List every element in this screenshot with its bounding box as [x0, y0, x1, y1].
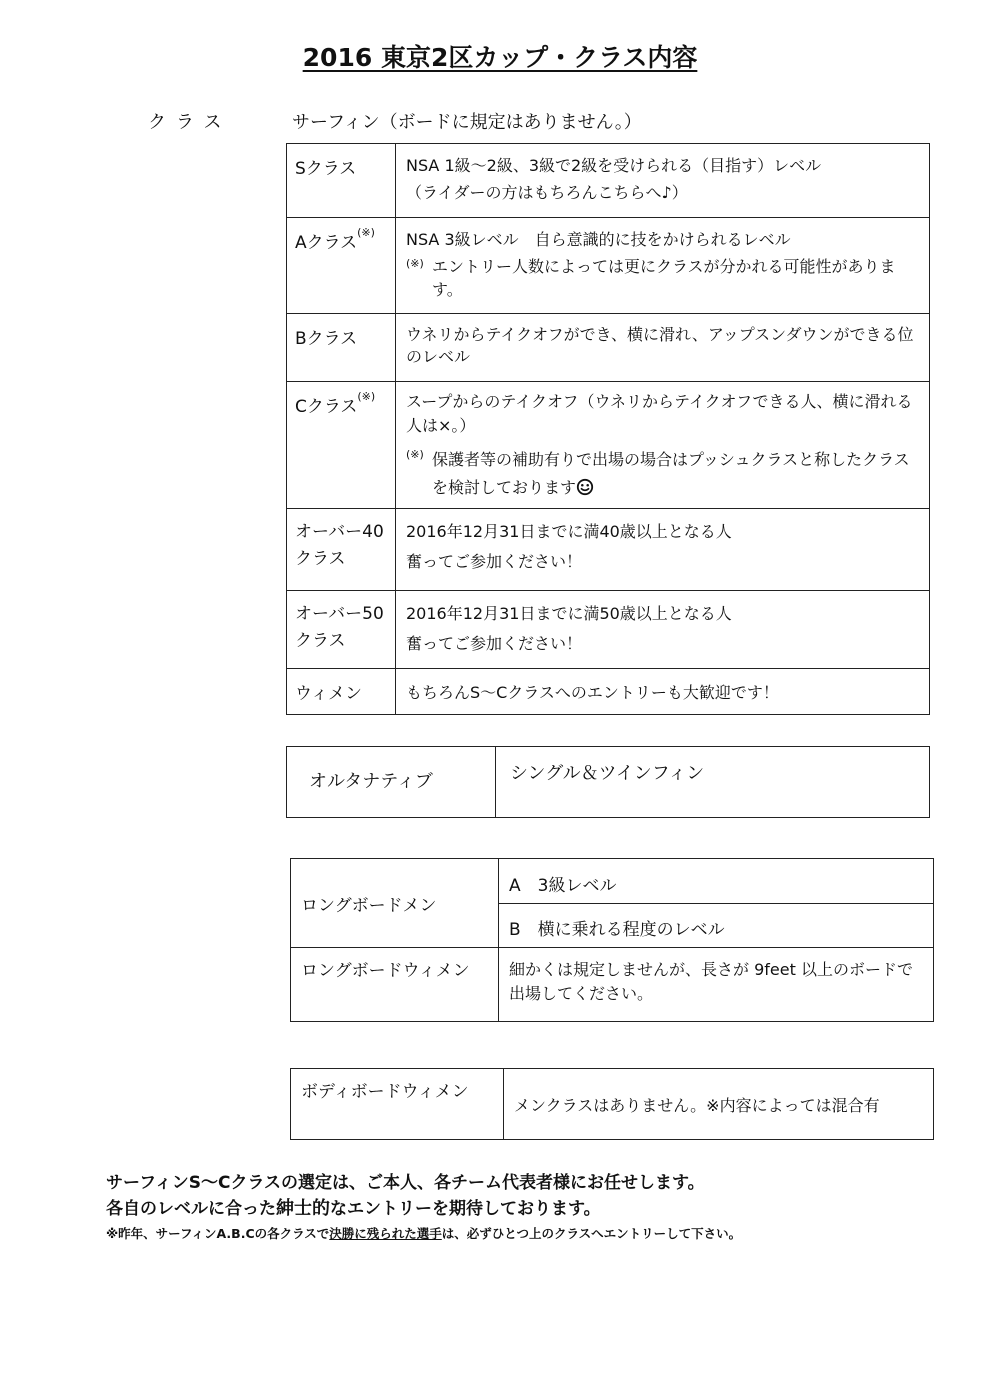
smiley-icon — [576, 478, 594, 496]
class-name: オーバー50クラス — [287, 591, 396, 669]
table-row — [287, 747, 930, 818]
class-desc: 2016年12月31日までに満50歳以上となる人 奮ってご参加ください！ — [396, 591, 930, 669]
class-desc: シングル＆ツインフィン — [496, 747, 930, 818]
page-title: 2016 東京2区カップ・クラス内容 — [302, 43, 698, 72]
table-row — [287, 314, 930, 382]
class-name: オーバー40クラス — [287, 509, 396, 591]
surfing-classes-table — [286, 143, 930, 715]
table-row — [287, 218, 930, 314]
table-row — [287, 669, 930, 715]
footnote: ※昨年、サーフィンA.B.Cの各クラスで決勝に残られた選手は、必ずひとつ上のクラスへエントリーして下さい。 — [106, 1226, 742, 1241]
table-row — [287, 509, 930, 591]
class-desc: B 横に乗れる程度のレベル — [499, 904, 934, 948]
longboard-table — [290, 858, 934, 1022]
table-row — [287, 591, 930, 669]
class-desc: 2016年12月31日までに満40歳以上となる人 奮ってご参加ください！ — [396, 509, 930, 591]
class-name: Sクラス — [287, 144, 396, 218]
class-name: ボディボードウィメン — [291, 1069, 504, 1140]
class-name: Cクラス(※) — [287, 382, 396, 509]
footer-line-2: 各自のレベルに合った紳士的なエントリーを期待しております。 — [106, 1198, 601, 1219]
class-desc: メンクラスはありません。※内容によっては混合有 — [504, 1069, 934, 1140]
class-name: Aクラス(※) — [287, 218, 396, 314]
class-desc: スープからのテイクオフ（ウネリからテイクオフできる人、横に滑れる人は×。） (※) 保護者等の補助有りで出場の場合はプッシュクラスと称したクラスを検討しております — [396, 382, 930, 509]
table-row — [291, 948, 934, 1022]
table-row — [291, 1069, 934, 1140]
class-desc: ウネリからテイクオフができ、横に滑れ、アップスンダウンができる位のレベル — [396, 314, 930, 382]
class-name: ロングボードウィメン — [291, 948, 499, 1022]
class-name: オルタナティブ — [287, 747, 496, 818]
class-label: クラス — [148, 112, 232, 133]
class-desc: NSA 3級レベル 自ら意識的に技をかけられるレベル (※) エントリー人数によっては更にクラスが分かれる可能性があります。 — [396, 218, 930, 314]
table-row — [291, 859, 934, 904]
class-desc: 細かくは規定しませんが、長さが 9feet 以上のボードで出場してください。 — [499, 948, 934, 1022]
footer-line-1: サーフィンS～Cクラスの選定は、ご本人、各チーム代表者様にお任せします。 — [106, 1173, 705, 1193]
class-name: Bクラス — [287, 314, 396, 382]
bodyboard-table — [290, 1068, 934, 1140]
class-desc: もちろんS～Cクラスへのエントリーも大歓迎です！ — [396, 669, 930, 715]
table-row — [287, 382, 930, 509]
class-desc: NSA 1級～2級、3級で2級を受けられる（目指す）レベル （ライダーの方はもちろんこちらへ♪） — [396, 144, 930, 218]
class-name: ロングボードメン — [291, 859, 499, 948]
alternative-table — [286, 746, 930, 818]
class-name: ウィメン — [287, 669, 396, 715]
surfing-heading: サーフィン（ボードに規定はありません。） — [292, 112, 642, 133]
table-row — [287, 144, 930, 218]
class-desc: A 3級レベル — [499, 859, 934, 904]
